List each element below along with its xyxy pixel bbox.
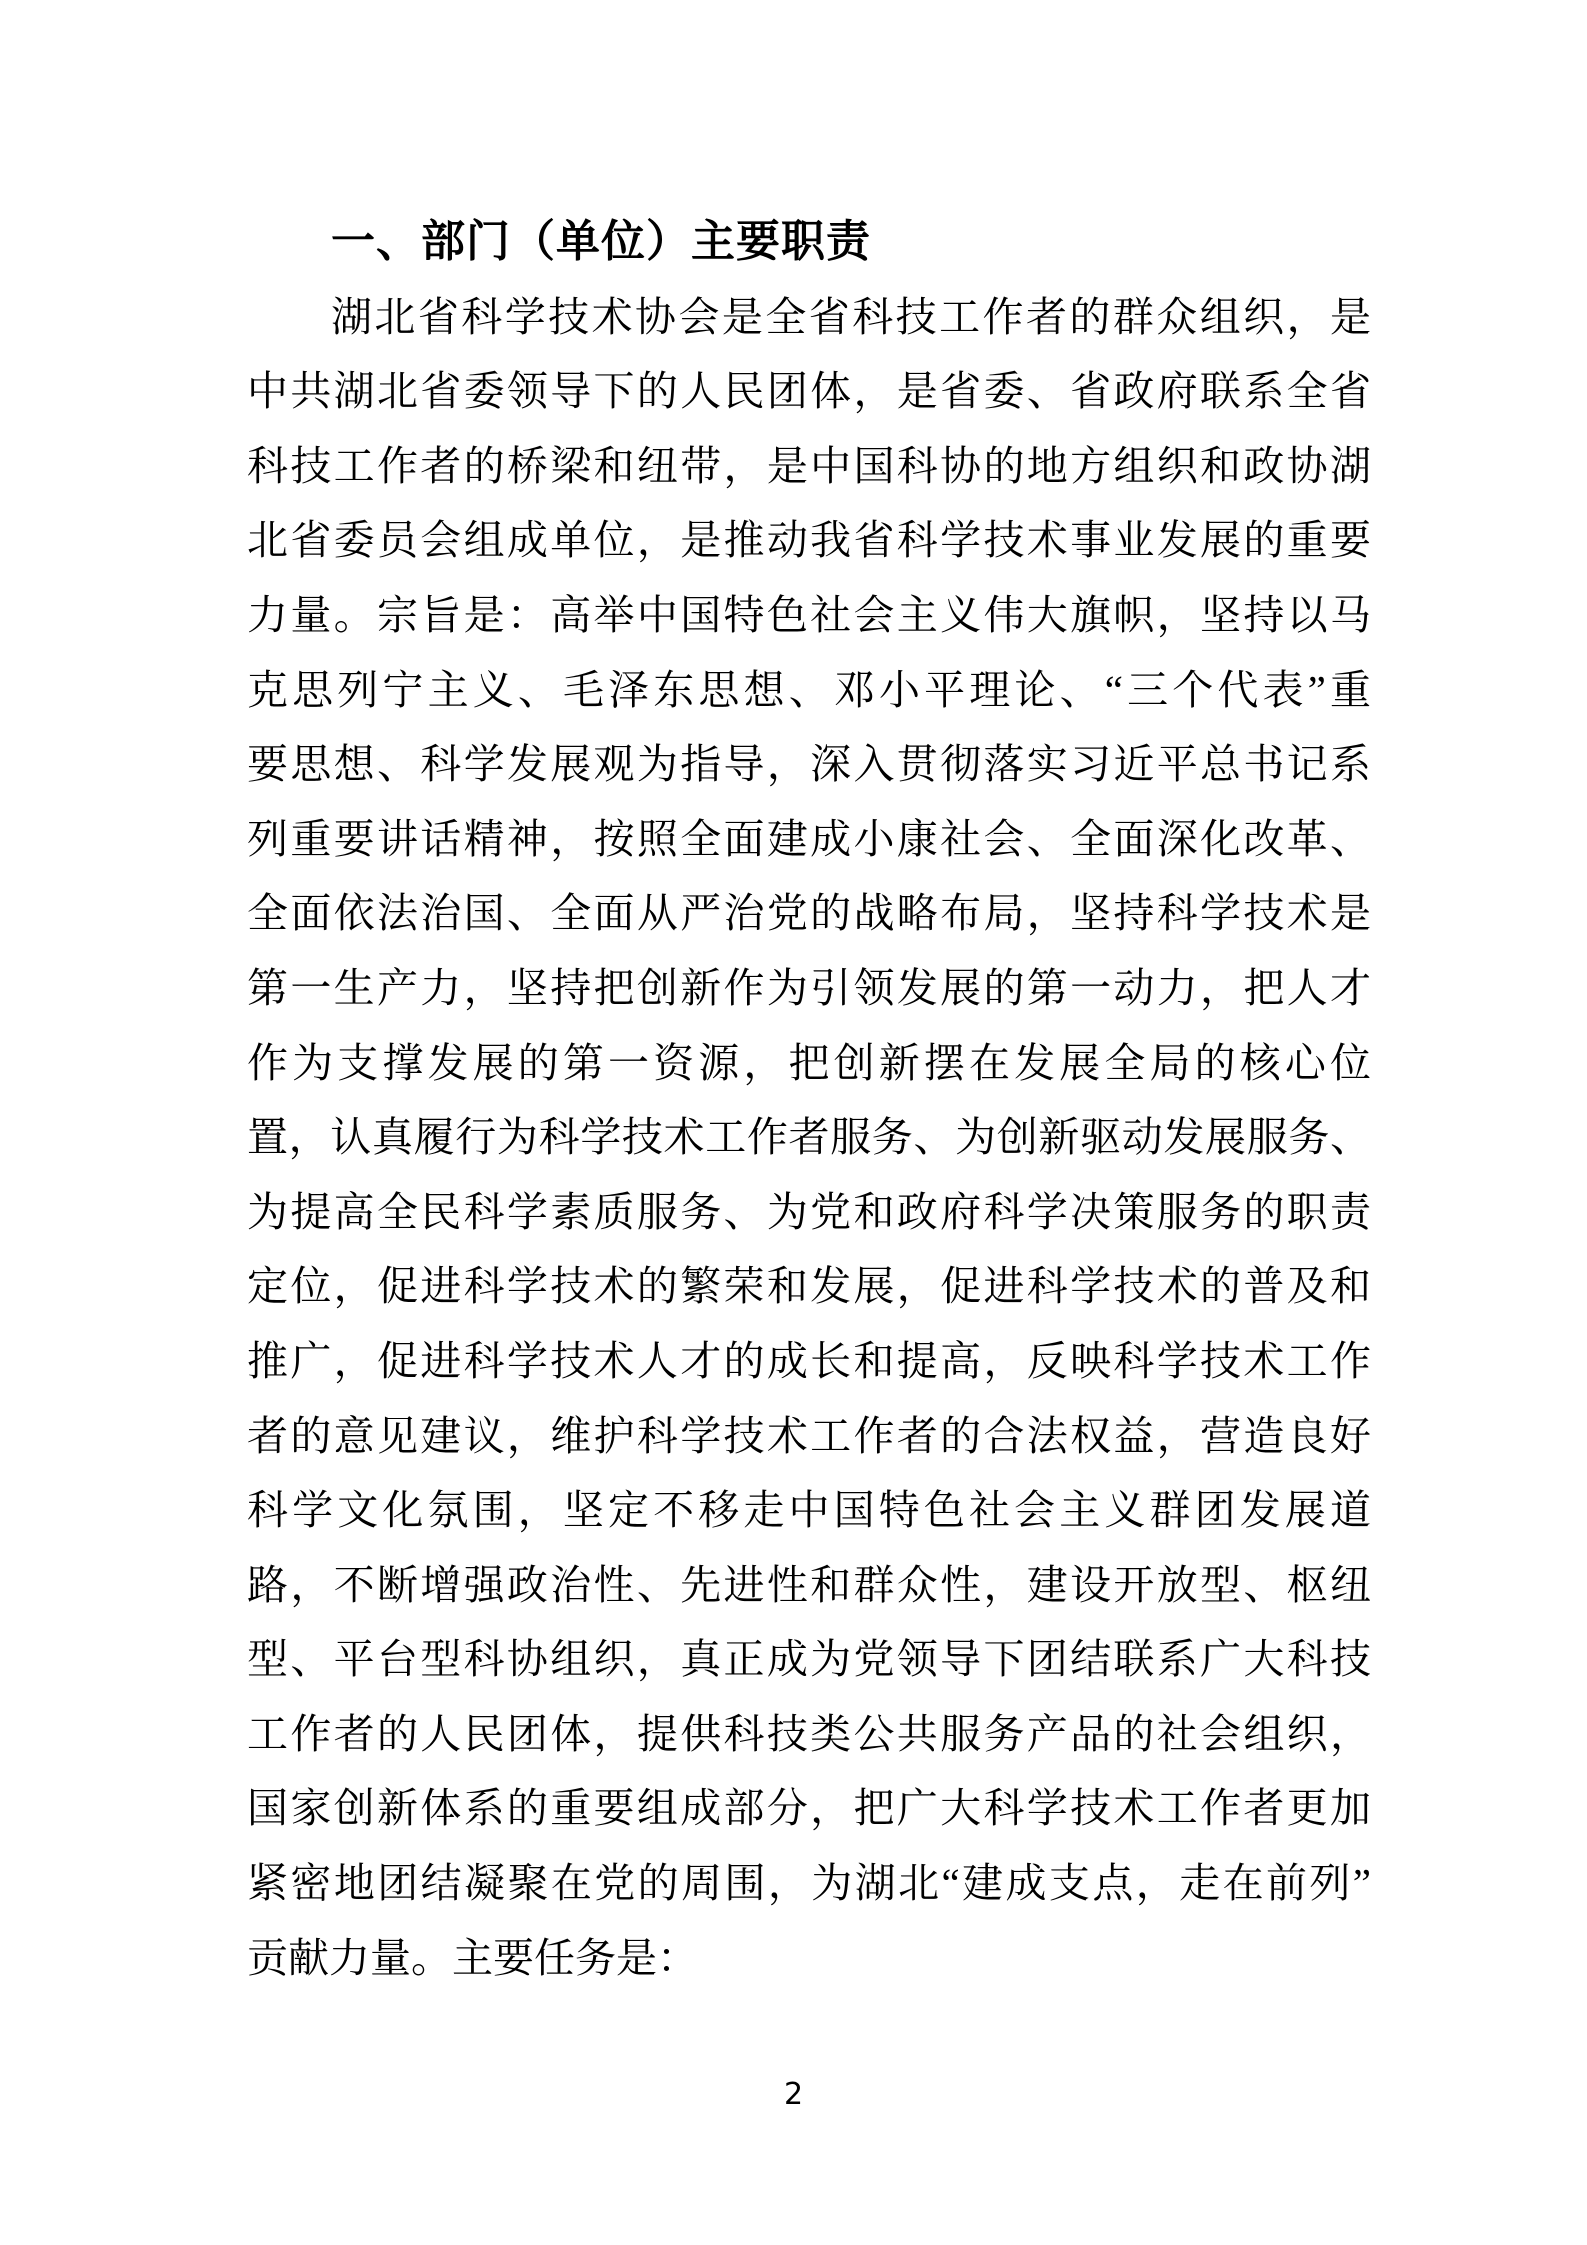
document-content [247, 205, 1371, 1995]
paragraph-line: 为提高全民科学素质服务、为党和政府科学决策服务的职责 [247, 1188, 1371, 1235]
page-number: 2 [783, 2077, 804, 2112]
paragraph-line: 科技工作者的桥梁和纽带，是中国科协的地方组织和政协湖 [247, 442, 1371, 489]
paragraph-line: 要思想、科学发展观为指导，深入贯彻落实习近平总书记系 [247, 741, 1371, 788]
paragraph-line: 作为支撑发展的第一资源，把创新摆在发展全局的核心位 [247, 1039, 1371, 1086]
paragraph-line: 第一生产力，坚持把创新作为引领发展的第一动力，把人才 [247, 964, 1371, 1011]
paragraph-line: 科学文化氛围，坚定不移走中国特色社会主义群团发展道 [247, 1487, 1371, 1534]
paragraph-line: 列重要讲话精神，按照全面建成小康社会、全面深化改革、 [247, 815, 1371, 862]
paragraph-line: 者的意见建议，维护科学技术工作者的合法权益，营造良好 [247, 1412, 1371, 1459]
paragraph-line: 全面依法治国、全面从严治党的战略布局，坚持科学技术是 [247, 890, 1371, 937]
paragraph-line: 力量。宗旨是：高举中国特色社会主义伟大旗帜，坚持以马 [247, 591, 1371, 638]
paragraph-line: 国家创新体系的重要组成部分，把广大科学技术工作者更加 [247, 1785, 1371, 1832]
paragraph-line: 路，不断增强政治性、先进性和群众性，建设开放型、枢纽 [247, 1561, 1371, 1608]
paragraph-line: 定位，促进科学技术的繁荣和发展，促进科学技术的普及和 [247, 1263, 1371, 1310]
paragraph-line: 推广，促进科学技术人才的成长和提高，反映科学技术工作 [247, 1337, 1371, 1384]
body-paragraph [247, 280, 1371, 1996]
paragraph-line: 工作者的人民团体，提供科技类公共服务产品的社会组织， [247, 1710, 1371, 1757]
paragraph-line: 中共湖北省委领导下的人民团体，是省委、省政府联系全省 [247, 368, 1371, 415]
paragraph-line: 紧密地团结凝聚在党的周围，为湖北“建成支点，走在前列” [247, 1860, 1371, 1907]
section-heading: 一、部门（单位）主要职责 [331, 217, 871, 266]
paragraph-line: 置，认真履行为科学技术工作者服务、为创新驱动发展服务、 [247, 1114, 1371, 1161]
paragraph-line: 湖北省科学技术协会是全省科技工作者的群众组织，是 [331, 293, 1371, 340]
paragraph-line: 贡献力量。主要任务是： [247, 1934, 698, 1981]
paragraph-line: 北省委员会组成单位，是推动我省科学技术事业发展的重要 [247, 517, 1371, 564]
paragraph-line: 克思列宁主义、毛泽东思想、邓小平理论、“三个代表”重 [247, 666, 1371, 713]
paragraph-line: 型、平台型科协组织，真正成为党领导下团结联系广大科技 [247, 1636, 1371, 1683]
